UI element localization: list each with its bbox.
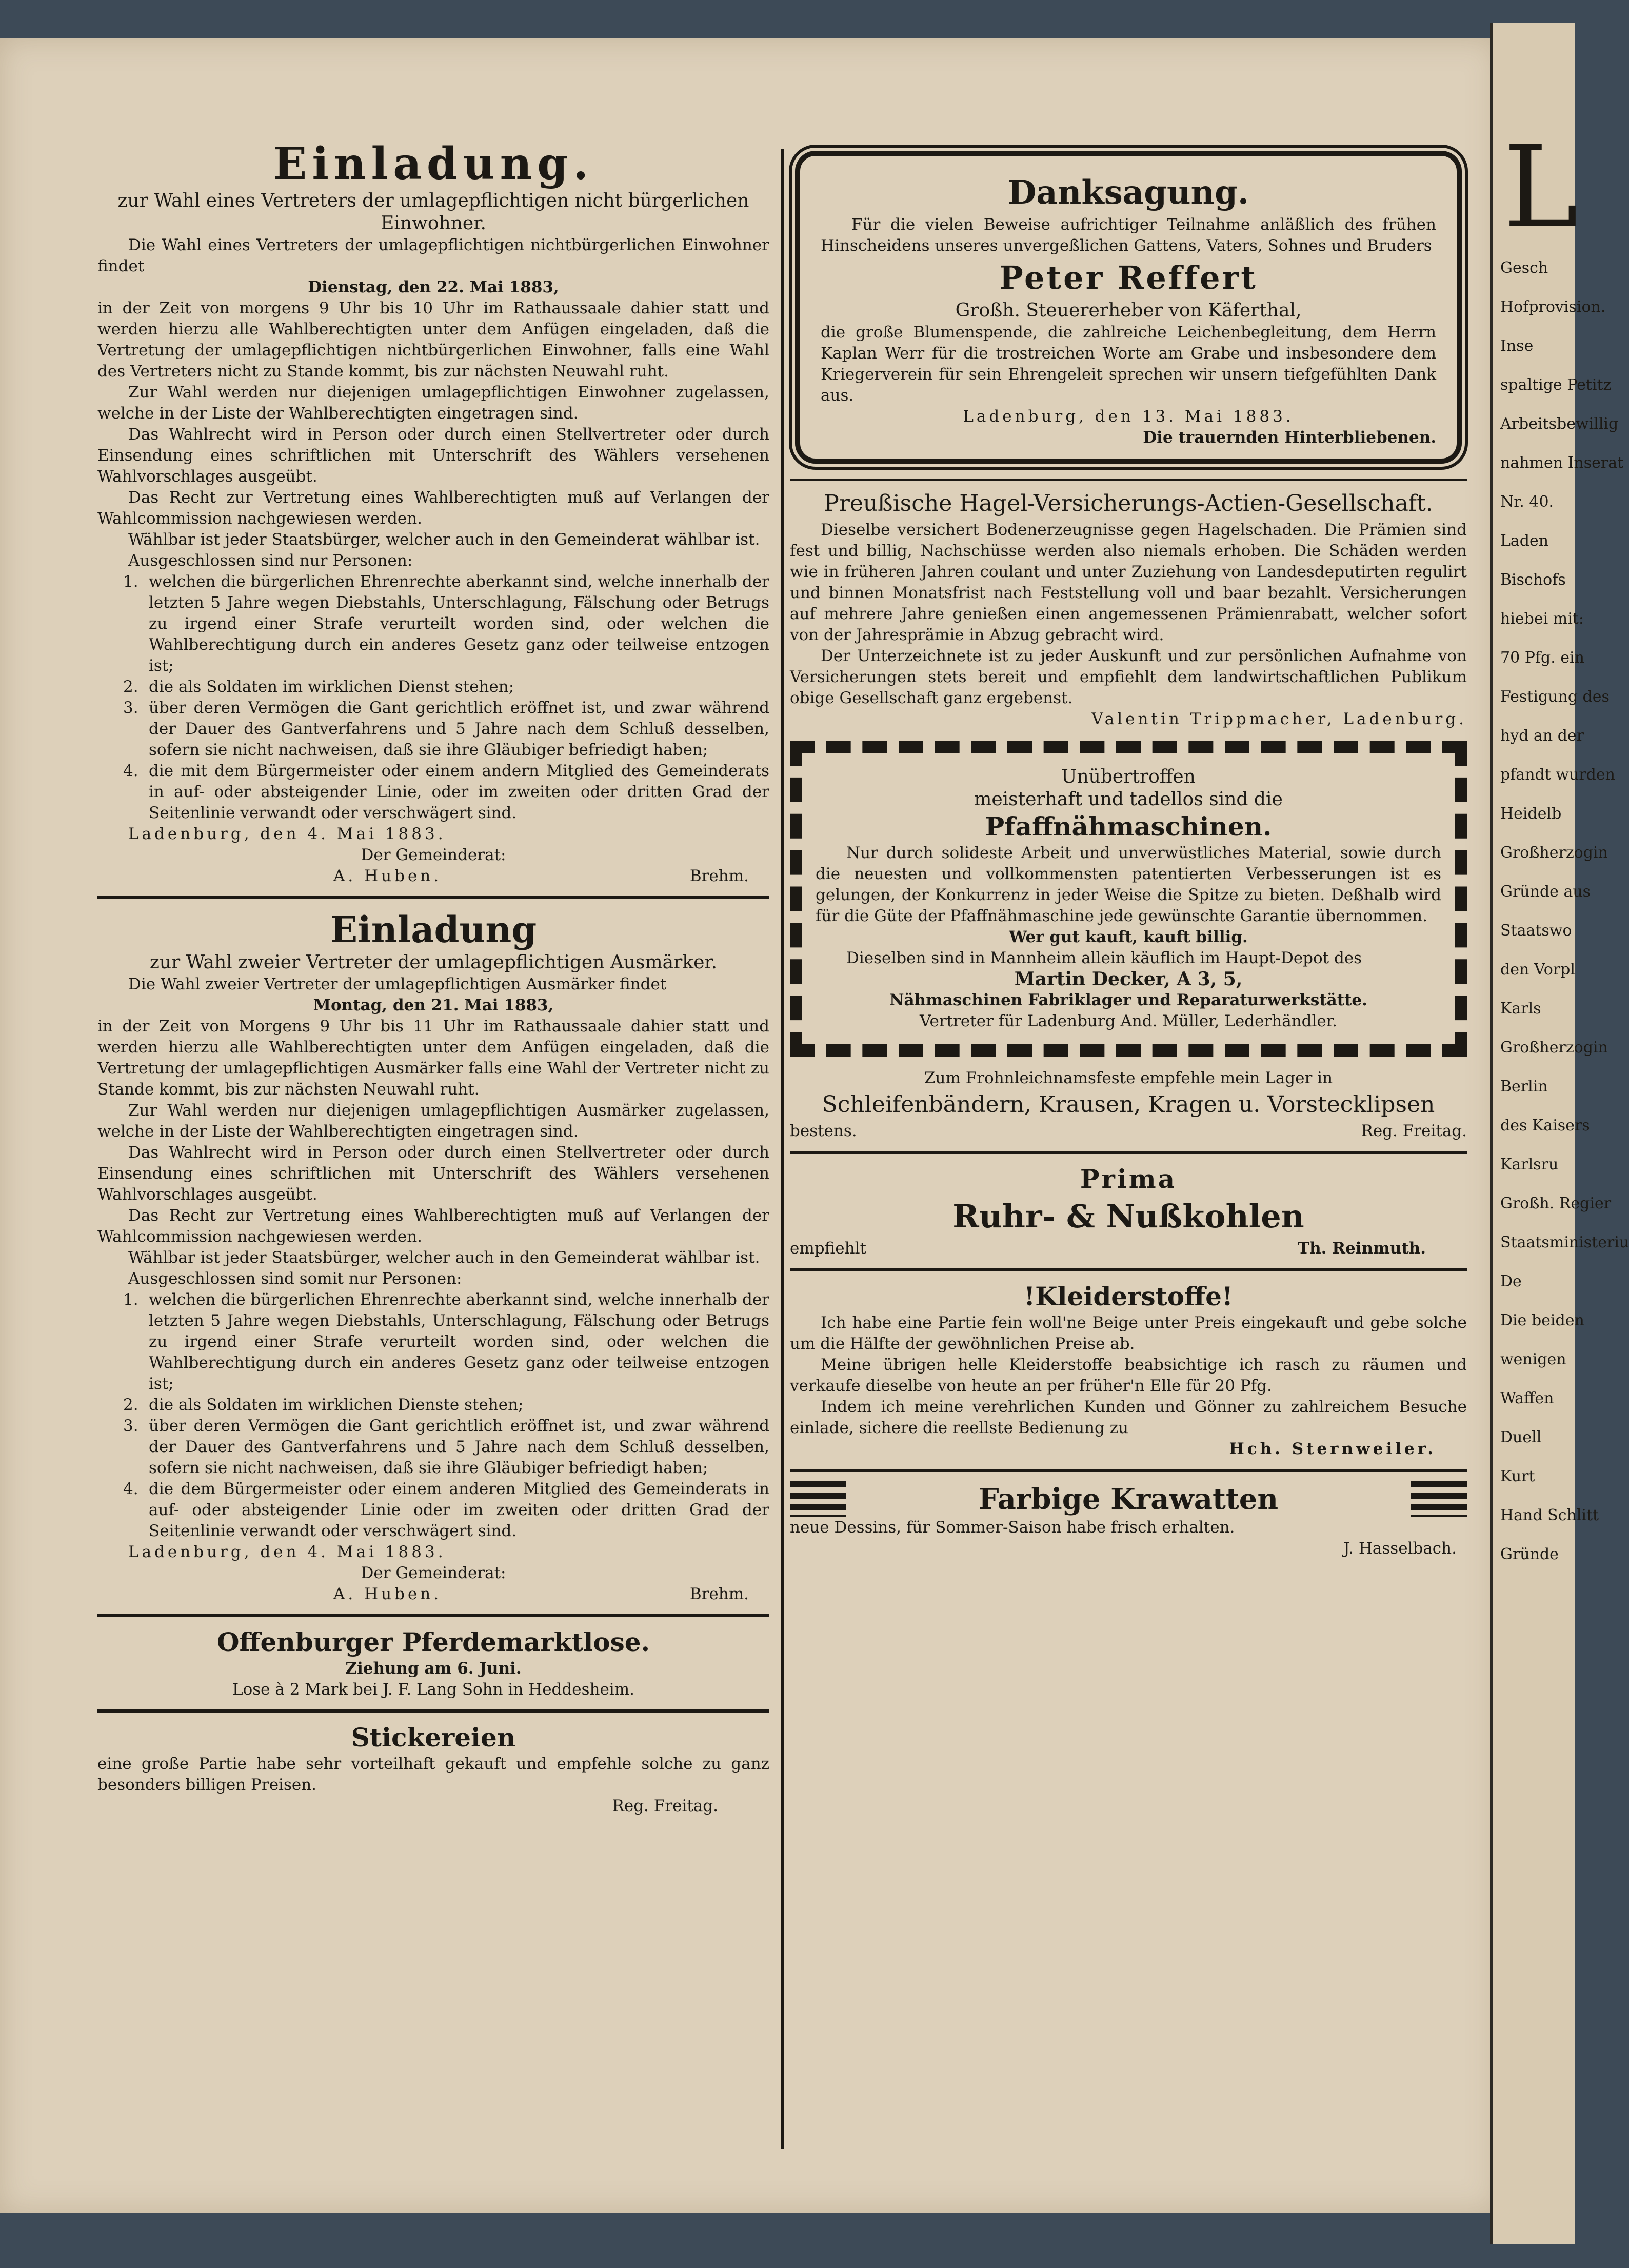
ad-signature: Hch. Sternweiler. [1229, 1440, 1436, 1458]
notice-paragraph: Das Recht zur Vertretung eines Wahlberechtigten muß auf Verlangen der Wahlcommission nachgewiesen werden. [97, 488, 769, 528]
exclusion-list [97, 1289, 769, 1542]
ad-title: Prima [1080, 1164, 1177, 1194]
notice-intro: Die Wahl eines Vertreters der umlagepflichtigen nichtbürgerlichen Einwohner findet [97, 236, 769, 275]
notice-subtitle: zur Wahl zweier Vertreter der umlagepflichtigen Ausmärker. [149, 952, 718, 973]
ad-title: Schleifenbändern, Krausen, Kragen u. Vorstecklipsen [822, 1091, 1435, 1118]
notice-election-outsiders [97, 908, 769, 1605]
ad-text: Der Unterzeichnete ist zu jeder Auskunft und zur persönlichen Aufnahme von Versicherungen stets bereit und empfiehlt dem landwirtschaftlichen Publikum obige Gesellschaft ganz ergebenst. [790, 647, 1467, 707]
strip-text-fragment: Staatsministeriu [1500, 1234, 1629, 1251]
place-date: Ladenburg, den 4. Mai 1883. [128, 1543, 446, 1561]
strip-text-fragment: Arbeitsbewillig [1500, 415, 1619, 433]
ad-text: Indem ich meine verehrlichen Kunden und Gönner zu zahlreichem Besuche einlade, sichere die reellste Bedienung zu [790, 1398, 1467, 1437]
column-divider [781, 149, 784, 2149]
notice-paragraph: Wählbar ist jeder Staatsbürger, welcher auch in den Gemeinderat wählbar ist. [128, 530, 760, 549]
ad-line: Ziehung am 6. Juni. [345, 1659, 522, 1678]
divider [97, 896, 769, 899]
ad-ties [790, 1481, 1467, 1559]
ad-text: Ich habe eine Partie fein woll'ne Beige unter Preis eingekauft und gebe solche um die Hälfte der gewöhnlichen Preise ab. [790, 1314, 1467, 1353]
strip-text-fragment: Inse [1500, 337, 1534, 355]
signature: Brehm. [689, 867, 749, 885]
ad-line: Unübertroffen [1061, 766, 1196, 787]
ad-text: Dieselben sind in Mannheim allein käuflich im Haupt-Depot des [846, 949, 1362, 967]
ad-text: eine große Partie habe sehr vorteilhaft gekauft und empfehle solche zu ganz besonders billigen Preisen. [97, 1755, 769, 1794]
notice-paragraph: Wählbar ist jeder Staatsbürger, welcher auch in den Gemeinderat wählbar ist. [128, 1248, 760, 1267]
exclusion-list [97, 571, 769, 824]
list-item: 1. welchen die bürgerlichen Ehrenrechte aberkannt sind, welche innerhalb der letzten 5 Jahre wegen Diebstahls, Unterschlagung, Fälschung oder Betrugs zu irgend einer Strafe verurteilt worden sind, oder welchen die Wahlberechtigung durch ein anderes Gesetz ganz oder teilweise entzogen ist; [123, 572, 769, 675]
strip-text-fragment: Karls [1500, 1000, 1541, 1018]
ad-horse-lottery [97, 1626, 769, 1700]
list-item: 4. die mit dem Bürgermeister oder einem andern Mitglied des Gemeinderats in auf- oder absteigender Linie, oder im zweiten oder dritten Grad der Seitenlinie verwandt oder verschwägert sind. [123, 762, 769, 822]
ad-text: die große Blumenspende, die zahlreiche Leichenbegleitung, dem Herrn Kaplan Werr für die trostreichen Worte am Grabe und insbesondere dem Kriegerverein für sein Ehrengeleit sprechen wir unsern tiefgefühlten Dank aus. [821, 323, 1436, 405]
strip-text-fragment: Gesch [1500, 259, 1548, 277]
ad-ribbons [790, 1068, 1467, 1142]
strip-text-fragment: Heidelb [1500, 805, 1562, 823]
signature: A. Huben. [333, 867, 442, 885]
list-item: 2. die als Soldaten im wirklichen Dienste stehen; [123, 1396, 524, 1414]
notice-paragraph: Das Recht zur Vertretung eines Wahlberechtigten muß auf Verlangen der Wahlcommission nachgewiesen werden. [97, 1206, 769, 1246]
strip-text-fragment: Hand Schlitt [1500, 1506, 1599, 1524]
ad-text: Dieselbe versichert Bodenerzeugnisse gegen Hagelschaden. Die Prämien sind fest und billig, Nachschüsse werden also niemals erhoben. Die Schäden werden wie in früheren Jahren coulant und unter Zuziehung von Landesdeputirten regulirt und binnen Monatsfrist nach Feststellung voll und baar bezahlt. Versicherungen auf mehrere Jahre genießen einen angemessenen Prämienrabatt, welcher sofort von der Jahresprämie in Abzug gebracht wird. [790, 521, 1467, 644]
list-item: 3. über deren Vermögen die Gant gerichtlich eröffnet ist, und zwar während der Dauer des Gantverfahrens und 5 Jahre nach dem Schluß desselben, sofern sie nicht nachweisen, daß sie ihre Gläubiger befriedigt haben; [123, 699, 769, 759]
list-item: 3. über deren Vermögen die Gant gerichtlich eröffnet ist, und zwar während der Dauer des Gantverfahrens und 5 Jahre nach dem Schluß desselben, sofern sie nicht nachweisen, daß sie ihre Gläubiger befriedigt haben; [123, 1417, 769, 1477]
strip-text-fragment: Nr. 40. [1500, 493, 1554, 511]
stripes-ornament-right [1411, 1481, 1467, 1517]
strip-text-fragment: spaltige Petitz [1500, 376, 1612, 394]
ad-text: Vertreter für Ladenburg And. Müller, Lederhändler. [919, 1012, 1338, 1030]
divider [790, 1151, 1467, 1154]
strip-text-fragment: 70 Pfg. ein [1500, 649, 1584, 667]
divider [790, 479, 1467, 481]
divider [790, 1469, 1467, 1472]
strip-text-fragment: den Vorpl [1500, 961, 1575, 979]
strip-text-fragment: nahmen Inserat [1500, 454, 1624, 472]
strip-text-fragment: De [1500, 1272, 1522, 1290]
left-column [97, 138, 769, 2200]
stripes-ornament-left [790, 1481, 846, 1517]
strip-text-fragment: Die beiden [1500, 1311, 1584, 1329]
strip-text-fragment: Berlin [1500, 1078, 1548, 1096]
ad-dress-fabrics [790, 1281, 1467, 1460]
council-label: Der Gemeinderat: [361, 846, 506, 864]
deceased-name: Peter Reffert [999, 259, 1258, 296]
strip-text-fragment: Hofprovision. [1500, 298, 1606, 316]
notice-paragraph: Zur Wahl werden nur diejenigen umlagepflichtigen Ausmärker zugelassen, welche in der Liste der Wahlberechtigten eingetragen sind. [97, 1101, 769, 1141]
strip-text-fragment: Großherzogin [1500, 1039, 1608, 1057]
notice-paragraph: Das Wahlrecht wird in Person oder durch einen Stellvertreter oder durch Einsendung eines schriftlichen mit Unterschrift des Wählers versehenen Wahlvorschlages ausgeübt. [97, 1143, 769, 1204]
divider [97, 1614, 769, 1617]
notice-date-line: Dienstag, den 22. Mai 1883, [308, 278, 559, 296]
ad-title: !Kleiderstoffe! [1024, 1281, 1233, 1311]
ad-title: Pfaffnähmaschinen. [985, 811, 1272, 842]
strip-text-fragment: Kurt [1500, 1467, 1535, 1485]
ad-text: Nähmaschinen Fabriklager und Reparaturwerkstätte. [889, 991, 1367, 1009]
ad-sewing-machines [790, 741, 1467, 1057]
strip-text-fragment: des Kaisers [1500, 1117, 1590, 1135]
ad-text: empfiehlt [790, 1239, 866, 1258]
strip-text-fragment: Duell [1500, 1428, 1542, 1446]
ad-signature: Die trauernden Hinterbliebenen. [1143, 428, 1436, 447]
ad-title: Ruhr- & Nußkohlen [952, 1198, 1304, 1235]
notice-date-line: Montag, den 21. Mai 1883, [313, 996, 554, 1014]
strip-text-fragment: Gründe aus [1500, 883, 1591, 901]
strip-text-fragment: Laden [1500, 532, 1549, 550]
ad-title: Stickereien [351, 1722, 516, 1753]
strip-text-fragment: Karlsru [1500, 1156, 1559, 1173]
ad-title: Preußische Hagel-Versicherungs-Actien-Gesellschaft. [824, 490, 1433, 516]
list-item: 2. die als Soldaten im wirklichen Dienst stehen; [123, 678, 514, 696]
ad-text: bestens. [790, 1122, 857, 1140]
ad-footer [790, 1238, 1467, 1259]
strip-text-fragment: Großh. Regier [1500, 1195, 1612, 1212]
ad-signature: Reg. Freitag. [612, 1797, 718, 1815]
list-item: 4. die dem Bürgermeister oder einem anderen Mitglied des Gemeinderats in auf- oder absteigender Linie oder im zweiten oder dritten Grad der Seitenlinie verwandt oder verschwägert sind. [123, 1480, 769, 1540]
notice-title: Einladung [330, 908, 537, 951]
deceased-role: Großh. Steuererheber von Käferthal, [955, 300, 1302, 321]
adjacent-page-fragment [1490, 23, 1629, 2244]
signature: A. Huben. [333, 1585, 442, 1603]
strip-text-fragment: Staatswo [1500, 922, 1572, 940]
notice-paragraph: Ausgeschlossen sind somit nur Personen: [128, 1269, 462, 1288]
ad-footer [790, 1121, 1467, 1142]
ad-title: Farbige Krawatten [978, 1482, 1279, 1516]
strip-text-fragment: Waffen [1500, 1389, 1554, 1407]
ad-hail-insurance [790, 488, 1467, 730]
council-label: Der Gemeinderat: [361, 1564, 506, 1582]
ad-text: Nur durch solideste Arbeit und unverwüstliches Material, sowie durch die neuesten und vollkommensten patentierten Verbesserungen ist es gelungen, der Konkurrenz in jeder Weise die Spitze zu bieten. Deßhalb wird für die Güte der Pfaffnähmaschine jede gewünschte Garantie übernommen. [816, 844, 1441, 925]
ad-line: Zum Frohnleichnamsfeste empfehle mein Lager in [924, 1069, 1333, 1087]
signatures [97, 1584, 769, 1605]
strip-initial: L [1503, 122, 1579, 253]
strip-text-fragment: hyd an der [1500, 727, 1584, 745]
notice-paragraph: Ausgeschlossen sind nur Personen: [128, 551, 413, 570]
notice-paragraph: in der Zeit von Morgens 9 Uhr bis 11 Uhr im Rathaussaale dahier statt und werden hierzu alle Wahlberechtigten unter dem Anfügen eingeladen, daß die Vertretung der umlagepflichtigen Ausmärker falls eine Wahl der Vertreter nicht zu Stande kommt, bis zur nächsten Neuwahl ruht. [97, 1017, 769, 1099]
notice-subtitle: zur Wahl eines Vertreters der umlagepflichtigen nicht bürgerlichen Einwohner. [117, 190, 749, 234]
strip-text-fragment: Bischofs [1500, 571, 1566, 589]
ad-title: Danksagung. [1007, 173, 1249, 212]
divider [790, 1268, 1467, 1271]
place-date: Ladenburg, den 4. Mai 1883. [128, 825, 446, 843]
strip-text-fragment: Großherzogin [1500, 844, 1608, 862]
notice-intro: Die Wahl zweier Vertreter der umlagepflichtigen Ausmärker findet [128, 975, 667, 993]
notice-paragraph: Zur Wahl werden nur diejenigen umlagepflichtigen Einwohner zugelassen, welche in der Liste der Wahlberechtigten eingetragen sind. [97, 383, 769, 423]
ad-thanks [795, 151, 1462, 464]
place-date: Ladenburg, den 13. Mai 1883. [963, 407, 1294, 426]
list-item: 1. welchen die bürgerlichen Ehrenrechte aberkannt sind, welche innerhalb der letzten 5 Jahre wegen Diebstahls, Unterschlagung, Fälschung oder Betrugs zu irgend einer Strafe verurteilt worden sind, oder welchen die Wahlberechtigung durch ein anderes Gesetz ganz oder teilweise entzogen ist; [123, 1290, 769, 1393]
signature: Brehm. [689, 1585, 749, 1603]
divider [97, 1709, 769, 1713]
notice-paragraph: Das Wahlrecht wird in Person oder durch einen Stellvertreter oder durch Einsendung eines schriftlichen mit Unterschrift des Wählers versehenen Wahlvorschlages ausgeübt. [97, 425, 769, 486]
ad-text: neue Dessins, für Sommer-Saison habe frisch erhalten. [790, 1518, 1235, 1537]
ad-embroidery [97, 1722, 769, 1817]
strip-text-fragment: Gründe [1500, 1545, 1559, 1563]
strip-text-fragment: wenigen [1500, 1350, 1566, 1368]
strip-text-fragment: pfandt wurden [1500, 766, 1615, 784]
dealer-name: Martin Decker, A 3, 5, [1014, 968, 1243, 990]
ad-coal [790, 1163, 1467, 1259]
strip-text-lines [1493, 259, 1629, 1564]
notice-election-residents [97, 138, 769, 887]
ad-title-row [790, 1481, 1467, 1517]
middle-column [790, 138, 1467, 2200]
strip-text-fragment: Festigung des [1500, 688, 1610, 706]
ad-title: Offenburger Pferdemarktlose. [216, 1627, 650, 1657]
ad-line: meisterhaft und tadellos sind die [974, 789, 1283, 810]
ad-line: Lose à 2 Mark bei J. F. Lang Sohn in Heddesheim. [232, 1680, 634, 1699]
ad-signature: Reg. Freitag. [1361, 1122, 1467, 1140]
ad-signature: J. Hasselbach. [1343, 1539, 1457, 1558]
ad-text: Meine übrigen helle Kleiderstoffe beabsichtige ich rasch zu räumen und verkaufe dieselbe von heute an per früher'n Elle für 20 Pfg. [790, 1356, 1467, 1395]
strip-text-fragment: hiebei mit: [1500, 610, 1584, 628]
ad-signature: Th. Reinmuth. [1298, 1239, 1426, 1258]
ad-text: Für die vielen Beweise aufrichtiger Teilnahme anläßlich des frühen Hinscheidens unseres unvergeßlichen Gattens, Vaters, Sohnes und Bruders [821, 215, 1436, 255]
ad-signature: Valentin Trippmacher, Ladenburg. [1091, 710, 1467, 728]
ad-slogan: Wer gut kauft, kauft billig. [1009, 928, 1248, 946]
notice-paragraph: in der Zeit von morgens 9 Uhr bis 10 Uhr im Rathaussaale dahier statt und werden hierzu alle Wahlberechtigten unter dem Anfügen eingeladen, daß die Vertretung der umlagepflichtigen nichtbürgerlichen Einwohner, falls eine Wahl des Vertreters nicht zu Stande kommt, bis zur nächsten Neuwahl ruht. [97, 299, 769, 381]
notice-title: Einladung. [273, 138, 594, 190]
signatures [97, 866, 769, 887]
